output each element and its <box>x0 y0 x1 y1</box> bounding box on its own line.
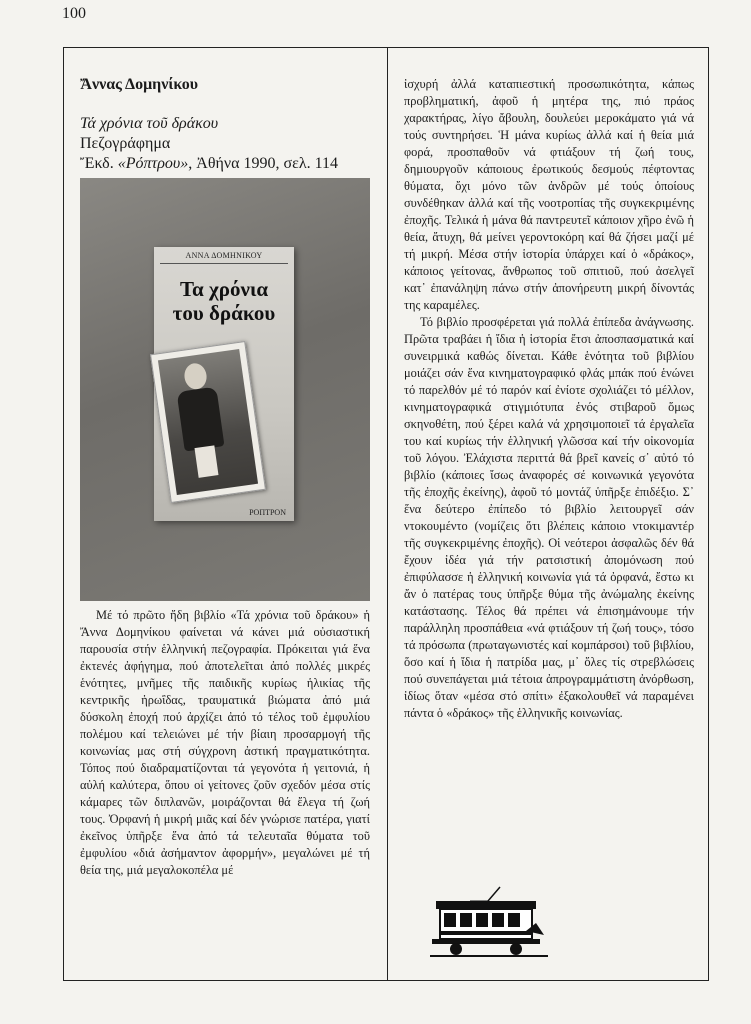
review-left-text: Μέ τό πρῶτο ἤδη βιβλίο «Τά χρόνια τοῦ δράκου» ἡ Ἄννα Δομηνίκου φαίνεται νά κάνει μιά οὐσιαστική παρουσία στήν ἑλληνική πεζογραφία. Πρόκειται γιά ἕνα ἐκτενές ἀφήγημα, πού ἀποτελεῖται ἀπό πολλές μικρές ἑνότητες, μνῆμες τῆς παιδικῆς κυρίως ἡλικίας τῆς κεντρικῆς ἡρωΐδας, τραυματικά βιώματα ἀπό μιά δύσκολη ἐποχή πού ἀρχίζει ἀπό τό τέλος τοῦ ἐμφυλίου πολέμου καί τελειώνει μέ τήν βίαιη προσαρμογή τῆς κοινωνίας μας στή σύγχρονη ἀστική πραγματικότητα. Τόπος πού διαδραματίζονται τά γεγονότα ἡ γειτονιά, ἡ αὐλή καλύτερα, ὅπου οἱ γείτονες ζοῦν σχεδόν μέσα στίς κάμαρες τῶν διπλανῶν, μοιράζονται θά ἔλεγα τή ζωή τους. Ὀρφανή ἡ μικρή μιᾶς καί δέν γνώρισε πατέρα, γιατί ἐκεῖνος ὑπῆρξε ἕνα ἀπό τά τελευταῖα θύματα τοῦ ἐμφυλίου «διά ἀσήμαντον ἀφορμήν», μεγαλώνει μέ τή θεία της, μιά μεγαλοκοπέλα μέ <box>80 608 370 877</box>
cover-title-line1: Τα χρόνια <box>179 277 269 301</box>
review-right-para2: Τό βιβλίο προσφέρεται γιά πολλά ἐπίπεδα ἀνάγνωσης. Πρῶτα τραβάει ἡ ἴδια ἡ ἱστορία ἔτσι ἀποσπασματικά καί συνειρμικά καθώς δίνεται. Κάθε ἑνότητα τοῦ βιβλίου μοιάζει σάν ἕνα κινηματογραφικό φλάς μπάκ πού ἑνώνει τό παρελθόν μέ τό παρόν καί ἐνίοτε σχολιάζει τό μέλλον, κινηματογραφικά στιγμιότυπα ἑνός στιβαροῦ ὅμως σκηνοθέτη, πού ξέρει καλά νά χρησιμοποιεῖ τά ἐργαλεῖα του καί κυρίως τήν ἑλληνική γλῶσσα καί τήν οἰκονομία τοῦ λόγου. Ἐλάχιστα περιττά θά βρεῖ κανείς σ᾽ αὐτό τό βιβλίο (κάποιες ἴσως ἀναφορές σέ κοινωνικά γεγονότα τῆς ἐποχῆς ἐκείνης), ἀφοῦ τό μοντάζ ὑπῆρξε ἐπιδέξιο. Σ᾽ ἕνα δεύτερο ἐπίπεδο τό βιβλίο λειτουργεῖ σάν ντοκουμέντο (νομίζεις ὅτι βλέπεις κάποιο ντοκιμαντέρ τῆς συγκεκριμένης ἐποχῆς). Οἱ νεότεροι ἀσφαλῶς δέν θά ἔχουν ἰδέα γιά τήν ρατσιστική ἀπομόνωση πού ἐπιφύλασσε ἡ ἑλληνική κοινωνία γιά τά ὀρφανά, ἔστω κι ἄν ὁ πατέρας τους ὑπῆρξε θύμα τῆς ἀνώμαλης ἐκείνης κατάστασης. Τέλος θά πρέπει νά ἐπισημάνουμε τήν παράλληλη προσπάθεια «νά φτιάξουν τή ζωή τους», τόσο τά πρόσωπα (πρωταγωνιστές καί κομπάρσοι) τοῦ βιβλίου, ὅσο καί ἡ ἴδια ἡ πατρίδα μας, μ᾽ ὅλες τίς στρεβλώσεις πού συνεπάγεται μιά τέτοια ἀπρογραμμάτιστη ἀνόρθωση, ἰδίως ὅταν «μέσα στό σπίτι» ἐξακολουθεῖ νά παραμένει πάντα ὁ «δράκος» τῆς ἑλληνικῆς κοινωνίας. <box>404 315 694 720</box>
cover-title <box>154 277 294 325</box>
page-number: 100 <box>62 5 86 22</box>
cover-author: ΑΝΝΑ ΔΟΜΗΝΙΚΟΥ <box>160 251 288 264</box>
publisher-name: «Ρόπτρου» <box>117 155 189 172</box>
article-frame <box>63 47 709 981</box>
book-title: Τά χρόνια τοῦ δράκου <box>80 115 219 132</box>
book-cover <box>154 247 294 521</box>
book-publication <box>80 154 370 174</box>
book-genre: Πεζογράφημα <box>80 135 171 152</box>
left-column <box>80 76 370 879</box>
cover-title-line2: του δράκου <box>172 301 276 325</box>
author-heading: Ἄννας Δομηνίκου <box>80 76 199 93</box>
right-column <box>404 76 694 722</box>
child-body <box>177 387 225 452</box>
review-right-para1: ἰσχυρή ἀλλά καταπιεστική προσωπικότητα, κάπως προβληματική, ἀφοῦ ἡ μητέρα της, πιό πράος χαρακτήρας, λίγο ἄβουλη, δουλεύει μεροκάματο γιά νά τούς συντηρήσει. Ἡ μάνα κυρίως ἀλλά καί ἡ θεία μιά φορά, προσπαθοῦν νά φτιάξουν τή ζωή τους, δημιουργοῦν κάποιους ἐρωτικούς δεσμούς πέφτοντας θύματα, ὄχι μόνο τῶν ἀνδρῶν μέ τούς ὁποίους συνδέθηκαν ἀλλά καί τῆς νοοτροπίας τῆς συγκεκριμένης ἐποχῆς. Τελικά ἡ μάνα θά παντρευτεῖ κάποιον χῆρο ἐνῶ ἡ θεία, ἄτυχη, θά μείνει γεροντοκόρη καί θά ζήσει μαζί μέ τή μικρή. Μέσα στήν ἱστορία ὑπάρχει καί ὁ «δράκος», κάποιος γείτονας, ἄνθρωπος τοῦ σπιτιοῦ, πού ἀσελγεῖ κατ᾽ ἐπανάληψη πάνω στήν ἀπονήρευτη μικρή δίνοντάς της καραμέλες. <box>404 77 694 312</box>
pub-prefix: Ἔκδ. <box>80 155 118 172</box>
cover-child-photo <box>150 341 266 503</box>
tram-illustration-icon <box>430 885 550 960</box>
column-divider <box>387 48 388 980</box>
cover-publisher: ΡΟΠΤΡΟΝ <box>249 508 286 517</box>
book-cover-photo <box>80 178 370 601</box>
pub-details: , Ἀθήνα 1990, σελ. 114 <box>188 155 338 172</box>
child-legs <box>195 445 219 477</box>
